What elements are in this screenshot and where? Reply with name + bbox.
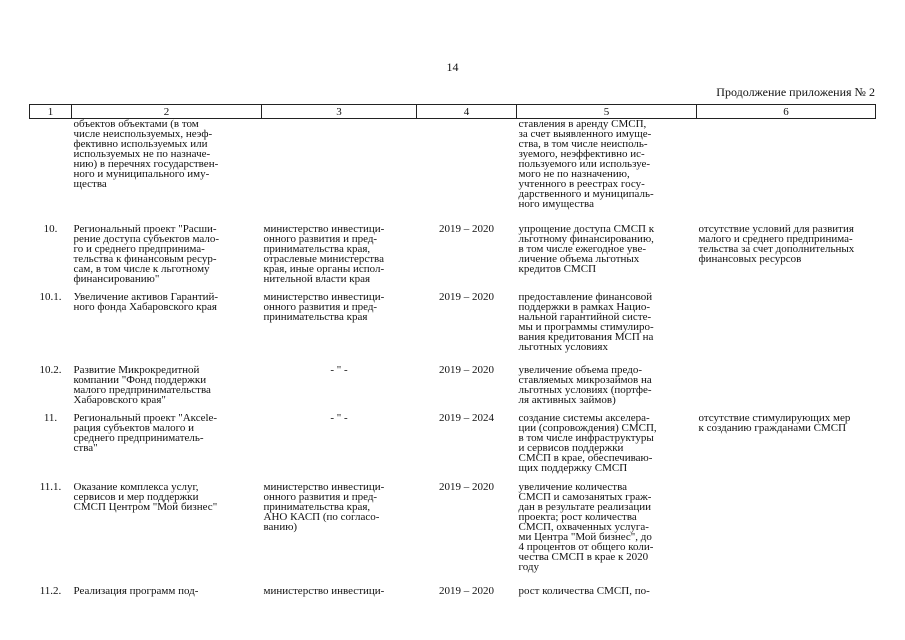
risk-description: отсутствие стимулирующих мер к созданию гражданами СМСП [698, 411, 851, 434]
expected-result: упрощение доступа СМСП к льготному финансированию, в том числе ежегодное уве- личение объема льготных кредитов СМСП [518, 222, 655, 275]
executor: министерство инвестици- онного развития и пред- принимательства края [263, 290, 385, 323]
row-number: 10. [43, 222, 58, 235]
risk-description [697, 586, 876, 600]
measure-name: Реализация программ под- [73, 584, 199, 597]
measure-name: Региональный проект "Аксele- рация субъектов малого и среднего предприниматель- ства" [73, 411, 218, 454]
expected-result: увеличение количества СМСП и самозанятых граж- дан в результате реализации проекта; рост количества СМСП, охваченных услуга- ми Центра "Мой бизнес", до 4 процентов от общего коли- чества СМСП в крае к 2020 году [518, 480, 654, 573]
continuation-label: Продолжение приложения № 2 [716, 85, 875, 99]
executor: - " - [330, 363, 348, 376]
implementation-years: 2019 – 2020 [439, 480, 494, 493]
table-row [30, 365, 876, 413]
risk-description [697, 119, 876, 224]
implementation-years: 2019 – 2020 [439, 222, 494, 235]
expected-result: увеличение объема предо- ставляемых микрозаймов на льготных условиях (портфе- ля активных займов) [518, 363, 652, 406]
table-row [30, 413, 876, 482]
column-header-2: 2 [72, 105, 262, 119]
table-header-row [30, 105, 876, 119]
column-header-5: 5 [517, 105, 697, 119]
column-header-4: 4 [417, 105, 517, 119]
implementation-years [417, 119, 517, 224]
expected-result: рост количества СМСП, по- [518, 584, 650, 597]
expected-result: создание системы акселера- ции (сопровождения) СМСП, в том числе инфраструктуры и сервисов поддержки СМСП в крае, обеспечиваю- щих поддержку СМСП [518, 411, 657, 474]
measure-name: Оказание комплекса услуг, сервисов и мер поддержки СМСП Центром "Мой бизнес" [73, 480, 218, 513]
row-number: 10.2. [39, 363, 62, 376]
row-number: 10.1. [39, 290, 62, 303]
column-header-6: 6 [697, 105, 876, 119]
implementation-years: 2019 – 2024 [439, 411, 494, 424]
table-row [30, 292, 876, 365]
executor: - " - [330, 411, 348, 424]
page-number: 14 [446, 60, 459, 74]
measure-name: Региональный проект "Расши- рение доступа субъектов мало- го и среднего предпринима- тельства к финансовым ресур- сам, в том числе к льготному финансированию" [73, 222, 220, 285]
measures-table [29, 104, 876, 600]
measure-name: Увеличение активов Гарантий- ного фонда Хабаровского края [73, 290, 219, 313]
risk-description [697, 365, 876, 413]
executor: министерство инвестици- онного развития и пред- принимательства края, отраслевые министерства края, иные органы испол- нительной власти края [263, 222, 385, 285]
executor [262, 119, 417, 224]
implementation-years: 2019 – 2020 [439, 290, 494, 303]
risk-description [697, 292, 876, 365]
measure-name: объектов объектами (в том числе неиспользуемых, неэф- фективно используемых или используемых не по назначе- нию) в перечнях государствен- ного и муниципального иму- щества [73, 118, 219, 190]
executor: министерство инвестици- [263, 584, 385, 597]
table-row [30, 224, 876, 292]
expected-result: предоставление финансовой поддержки в рамках Нацио- нальной гарантийной систе- мы и программы стимулиро- вания кредитования МСП на льготных условиях [518, 290, 654, 353]
row-number: 11.2. [39, 584, 62, 597]
row-number: 11.1. [39, 480, 62, 493]
column-header-3: 3 [262, 105, 417, 119]
table-row [30, 119, 876, 224]
column-header-1: 1 [30, 105, 72, 119]
row-number [30, 119, 72, 224]
expected-result: ставления в аренду СМСП, за счет выявленного имуще- ства, в том числе неисполь- зуемого, неэффективно ис- пользуемого или используе- мого не по назначению, учтенного в реестрах госу- дарственного и муниципаль- ного имущества [518, 118, 654, 210]
executor: министерство инвестици- онного развития и пред- принимательства края, АНО КАСП (по согласо- ванию) [263, 480, 385, 533]
implementation-years: 2019 – 2020 [439, 584, 494, 597]
measure-name: Развитие Микрокредитной компании "Фонд поддержки малого предпринимательства Хабаровского края" [73, 363, 211, 406]
table-row [30, 482, 876, 586]
implementation-years: 2019 – 2020 [439, 363, 494, 376]
row-number: 11. [43, 411, 58, 424]
risk-description: отсутствие условий для развития малого и среднего предпринима- тельства за счет дополнительных финансовых ресурсов [698, 222, 855, 265]
risk-description [697, 482, 876, 586]
table-row [30, 586, 876, 600]
